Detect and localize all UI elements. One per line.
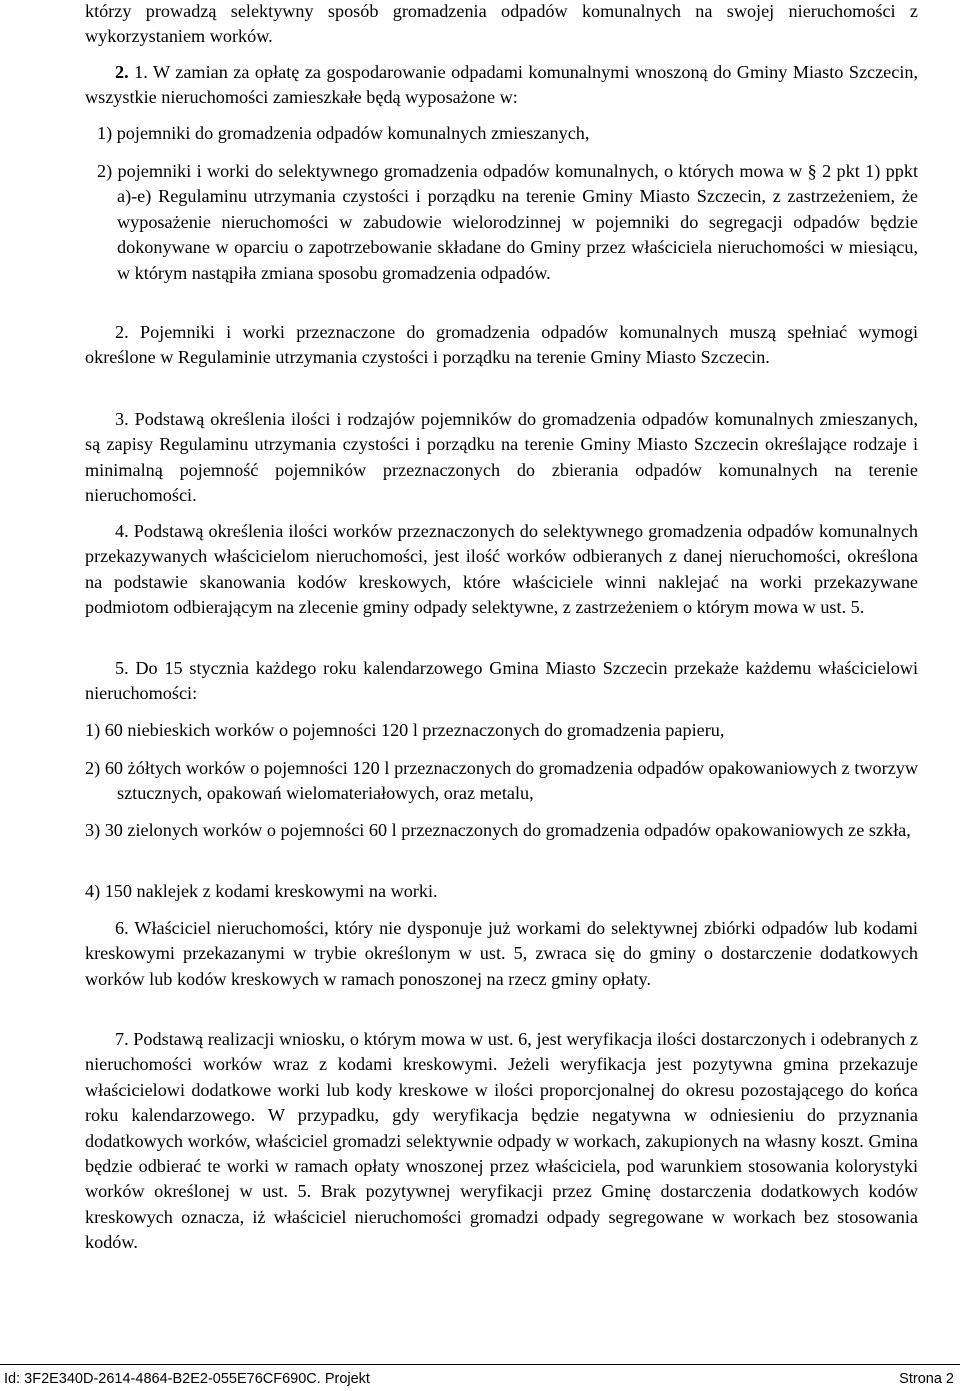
paragraph-7: 7. Podstawą realizacji wniosku, o którym mowa w ust. 6, jest weryfikacja ilości dostarczonych i odebranych z nieruchomości worków wraz z kodami kreskowymi. Jeżeli weryfikacja jest pozytywna gmina przekazuje właścicielowi dodatkowe worki lub kody kreskowe w ilości proporcjonalnej do okresu pozostającego do końca roku kalendarzowego. W przypadku, gdy weryfikacja będzie negatywna w odniesieniu do przyznania dodatkowych worków, właściciel gromadzi selektywnie odpady w workach, zakupionych na własny koszt. Gmina będzie odbierać te worki w ramach opłaty wnoszonej przez właściciela, pod warunkiem stosowania kolorystyki worków określonej w ust. 5. Brak pozytywnej weryfikacji przez Gminę dostarczenia dodatkowych kodów kreskowych oznacza, iż właściciel nieruchomości gromadzi odpady segregowane w workach bez stosowania kodów. xyxy=(85,1029,918,1253)
page-number: Strona 2 xyxy=(899,1371,954,1387)
list-item: 1) pojemniki do gromadzenia odpadów komunalnych zmieszanych, xyxy=(97,123,590,143)
point-number: 1. xyxy=(134,62,148,82)
list-item: 4) 150 naklejek z kodami kreskowymi na worki. xyxy=(85,881,438,901)
paragraph-6: 6. Właściciel nieruchomości, który nie dysponuje już workami do selektywnej zbiórki odpadów lub kodami kreskowymi przekazanymi w trybie określonym w ust. 5, zwraca się do gminy o dostarczenie dodatkowych worków lub kodów kreskowych w ramach ponoszonej na rzecz gminy opłaty. xyxy=(85,918,918,989)
list-item: 3) 30 zielonych worków o pojemności 60 l przeznaczonych do gromadzenia odpadów opakowaniowych ze szkła, xyxy=(85,820,911,840)
list-item: 2) pojemniki i worki do selektywnego gromadzenia odpadów komunalnych, o których mowa w § 2 pkt 1) ppkt a)-e) Regulaminu utrzymania czystości i porządku na terenie Gminy Miasto Szczecin, z zastrzeżeniem, że wyposażenie nieruchomości w zabudowie wielorodzinnej w pojemniki do segregacji odpadów będzie dokonywane w oparciu o zapotrzebowanie składane do Gminy przez właściciela nieruchomości w miesiącu, w którym nastąpiła zmiana sposobu gromadzenia odpadów. xyxy=(97,161,918,283)
section-number: 2. xyxy=(115,62,129,82)
point-text: W zamian za opłatę za gospodarowanie odpadami komunalnymi wnoszoną do Gminy Miasto Szczecin, wszystkie nieruchomości zamieszkałe będą wyposażone w: xyxy=(85,62,919,108)
paragraph-3: 3. Podstawą określenia ilości i rodzajów pojemników do gromadzenia odpadów komunalnych zmieszanych, są zapisy Regulaminu utrzymania czystości i porządku na terenie Gminy Miasto Szczecin określające rodzaje i minimalną pojemność pojemników przeznaczonych do zbierania odpadów komunalnych na terenie nieruchomości. xyxy=(85,409,918,506)
list-item: 2) 60 żółtych worków o pojemności 120 l przeznaczonych do gromadzenia odpadów opakowaniowych z tworzyw sztucznych, opakowań wielomateriałowych, oraz metalu, xyxy=(85,758,918,804)
paragraph-intro-continuation: którzy prowadzą selektywny sposób gromadzenia odpadów komunalnych na swojej nieruchomości z wykorzystaniem worków. xyxy=(85,1,918,47)
footer-divider xyxy=(0,1364,960,1365)
document-id: Id: 3F2E340D-2614-4864-B2E2-055E76CF690C. Projekt xyxy=(4,1371,370,1387)
paragraph-section-2-1 xyxy=(85,60,918,111)
paragraph-2: 2. Pojemniki i worki przeznaczone do gromadzenia odpadów komunalnych muszą spełniać wymogi określone w Regulaminie utrzymania czystości i porządku na terenie Gminy Miasto Szczecin. xyxy=(85,322,918,368)
list-item: 1) 60 niebieskich worków o pojemności 120 l przeznaczonych do gromadzenia papieru, xyxy=(85,720,725,740)
paragraph-5: 5. Do 15 stycznia każdego roku kalendarzowego Gmina Miasto Szczecin przekaże każdemu właścicielowi nieruchomości: xyxy=(85,658,918,704)
paragraph-4: 4. Podstawą określenia ilości worków przeznaczonych do selektywnego gromadzenia odpadów komunalnych przekazywanych właścicielom nieruchomości, jest ilość worków odbieranych z danej nieruchomości, określona na podstawie skanowania kodów kreskowych, które właściciele winni naklejać na worki przekazywane podmiotom odbierającym na zlecenie gminy odpady selektywne, z zastrzeżeniem o którym mowa w ust. 5. xyxy=(85,521,918,618)
